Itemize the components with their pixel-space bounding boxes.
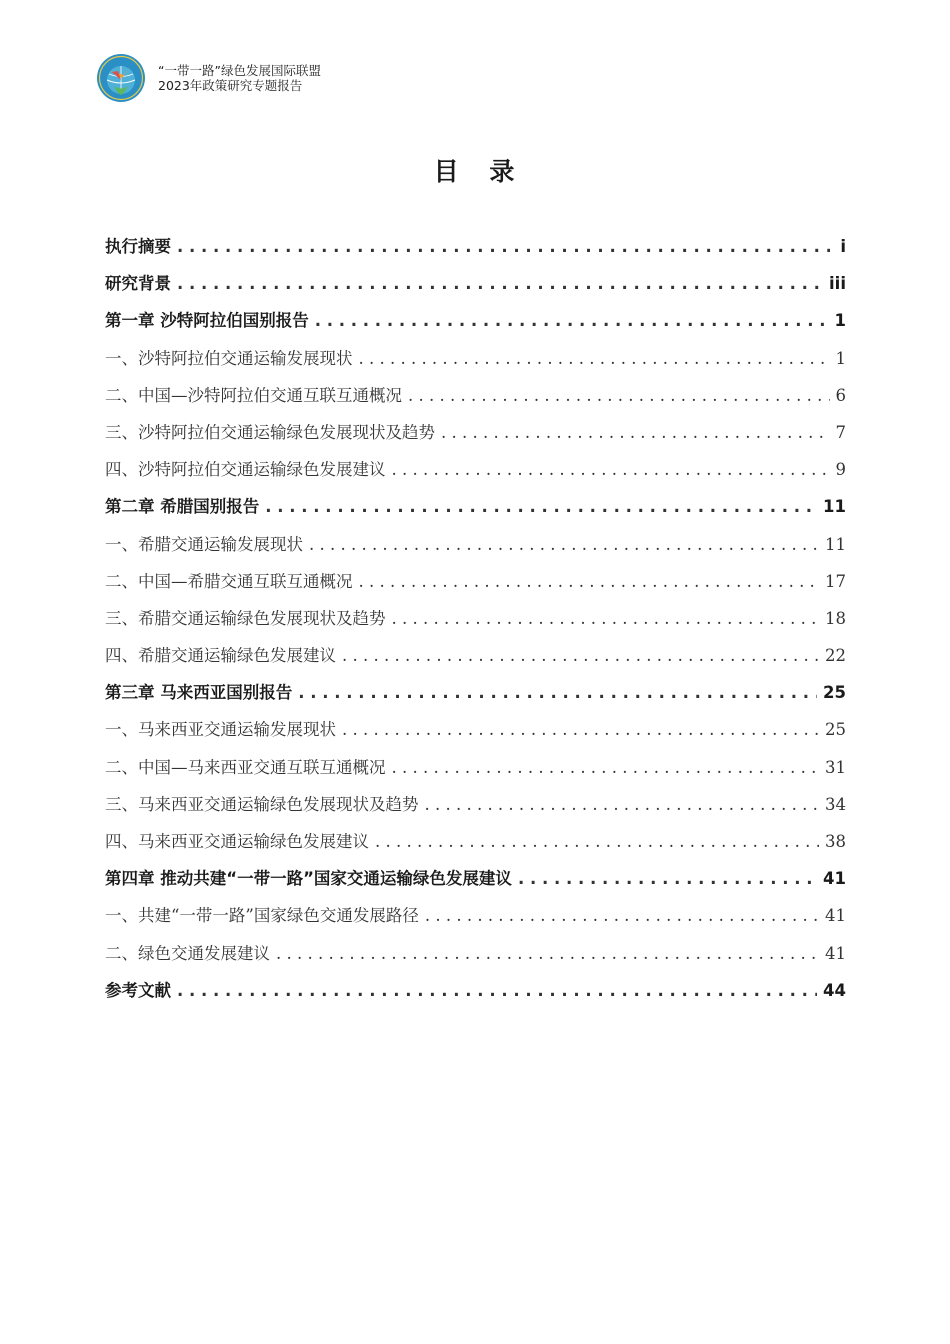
page-title: 目 录 bbox=[433, 157, 517, 186]
toc-entry-page-number: 9 bbox=[835, 460, 846, 480]
toc-entry-page-number: 17 bbox=[825, 571, 846, 591]
toc-chapter-entry[interactable] bbox=[105, 972, 846, 1009]
toc-entry-page-number: 25 bbox=[825, 720, 846, 740]
toc-section-entry[interactable] bbox=[105, 600, 846, 637]
toc-chapter-entry[interactable] bbox=[105, 302, 846, 339]
toc-entry-page-number: 41 bbox=[823, 869, 846, 889]
toc-entry-page-number: 31 bbox=[825, 757, 846, 777]
toc-entry-page-number: 11 bbox=[823, 497, 846, 517]
toc-entry-label: 二、中国—马来西亚交通互联互通概况 bbox=[105, 757, 386, 777]
toc-section-entry[interactable] bbox=[105, 786, 846, 823]
toc-dot-leader bbox=[392, 451, 830, 488]
toc-entry-label: 第三章 马来西亚国别报告 bbox=[105, 683, 293, 703]
toc-entry-label: 一、希腊交通运输发展现状 bbox=[105, 534, 303, 554]
toc-entry-label: 一、马来西亚交通运输发展现状 bbox=[105, 720, 336, 740]
toc-entry-label: 执行摘要 bbox=[105, 237, 171, 256]
toc-entry-page-number: 25 bbox=[823, 683, 846, 703]
toc-entry-label: 三、马来西亚交通运输绿色发展现状及趋势 bbox=[105, 794, 419, 814]
toc-entry-page-number: i bbox=[840, 237, 846, 256]
header-alliance-name: “一带一路”绿色发展国际联盟 bbox=[158, 63, 321, 78]
toc-entry-label: 研究背景 bbox=[105, 274, 171, 294]
toc-dot-leader bbox=[408, 377, 830, 414]
toc-dot-leader bbox=[265, 488, 817, 525]
toc-entry-page-number: 1 bbox=[835, 348, 846, 368]
toc-entry-label: 第二章 希腊国别报告 bbox=[105, 497, 260, 517]
toc-dot-leader bbox=[177, 265, 823, 302]
toc-dot-leader bbox=[392, 749, 820, 786]
toc-section-entry[interactable] bbox=[105, 340, 846, 377]
toc-entry-page-number: 6 bbox=[835, 385, 846, 405]
toc-chapter-entry[interactable] bbox=[105, 228, 846, 265]
toc-entry-page-number: 18 bbox=[825, 608, 846, 628]
toc-chapter-entry[interactable] bbox=[105, 488, 846, 525]
toc-dot-leader bbox=[342, 637, 819, 674]
toc-entry-label: 二、中国—沙特阿拉伯交通互联互通概况 bbox=[105, 385, 402, 405]
toc-section-entry[interactable] bbox=[105, 897, 846, 934]
toc-dot-leader bbox=[359, 563, 820, 600]
toc-entry-page-number: 41 bbox=[825, 906, 846, 926]
toc-section-entry[interactable] bbox=[105, 823, 846, 860]
toc-section-entry[interactable] bbox=[105, 377, 846, 414]
toc-dot-leader bbox=[392, 600, 820, 637]
alliance-globe-logo-icon bbox=[96, 53, 146, 103]
toc-entry-label: 一、共建“一带一路”国家绿色交通发展路径 bbox=[105, 906, 419, 926]
header-text bbox=[158, 63, 321, 93]
toc-section-entry[interactable] bbox=[105, 526, 846, 563]
toc-dot-leader bbox=[425, 897, 819, 934]
toc-section-entry[interactable] bbox=[105, 563, 846, 600]
toc-section-entry[interactable] bbox=[105, 711, 846, 748]
toc-chapter-entry[interactable] bbox=[105, 265, 846, 302]
toc-dot-leader bbox=[441, 414, 830, 451]
toc-chapter-entry[interactable] bbox=[105, 860, 846, 897]
toc-dot-leader bbox=[177, 228, 830, 265]
toc-entry-page-number: iii bbox=[829, 274, 846, 294]
toc-dot-leader bbox=[359, 340, 830, 377]
toc-dot-leader bbox=[375, 823, 819, 860]
toc-dot-leader bbox=[425, 786, 820, 823]
toc-section-entry[interactable] bbox=[105, 451, 846, 488]
toc-section-entry[interactable] bbox=[105, 935, 846, 972]
toc-entry-label: 四、沙特阿拉伯交通运输绿色发展建议 bbox=[105, 460, 386, 480]
toc-section-entry[interactable] bbox=[105, 637, 846, 674]
header-report-title: 2023年政策研究专题报告 bbox=[158, 78, 303, 93]
table-of-contents bbox=[105, 228, 846, 1009]
toc-entry-page-number: 11 bbox=[825, 534, 846, 554]
toc-dot-leader bbox=[315, 302, 829, 339]
toc-dot-leader bbox=[342, 711, 819, 748]
toc-entry-page-number: 38 bbox=[825, 832, 846, 851]
toc-entry-label: 三、希腊交通运输绿色发展现状及趋势 bbox=[105, 608, 386, 628]
toc-entry-page-number: 22 bbox=[825, 646, 846, 666]
toc-entry-label: 二、中国—希腊交通互联互通概况 bbox=[105, 571, 353, 591]
toc-section-entry[interactable] bbox=[105, 749, 846, 786]
toc-entry-label: 一、沙特阿拉伯交通运输发展现状 bbox=[105, 348, 353, 368]
toc-entry-page-number: 1 bbox=[834, 311, 846, 331]
toc-entry-label: 四、希腊交通运输绿色发展建议 bbox=[105, 646, 336, 666]
toc-entry-label: 参考文献 bbox=[105, 980, 171, 1000]
toc-entry-label: 第一章 沙特阿拉伯国别报告 bbox=[105, 311, 309, 331]
toc-dot-leader bbox=[177, 972, 817, 1009]
page-header bbox=[96, 52, 321, 104]
toc-entry-label: 二、绿色交通发展建议 bbox=[105, 943, 270, 963]
toc-entry-label: 四、马来西亚交通运输绿色发展建议 bbox=[105, 832, 369, 851]
toc-chapter-entry[interactable] bbox=[105, 674, 846, 711]
toc-entry-page-number: 34 bbox=[825, 794, 846, 814]
toc-section-entry[interactable] bbox=[105, 414, 846, 451]
toc-entry-page-number: 44 bbox=[823, 980, 846, 1000]
toc-dot-leader bbox=[309, 526, 819, 563]
toc-entry-page-number: 7 bbox=[835, 422, 846, 442]
toc-dot-leader bbox=[298, 674, 817, 711]
toc-entry-label: 三、沙特阿拉伯交通运输绿色发展现状及趋势 bbox=[105, 422, 435, 442]
toc-dot-leader bbox=[276, 935, 819, 972]
toc-entry-page-number: 41 bbox=[825, 943, 846, 963]
toc-dot-leader bbox=[518, 860, 817, 897]
toc-entry-label: 第四章 推动共建“一带一路”国家交通运输绿色发展建议 bbox=[105, 869, 512, 889]
